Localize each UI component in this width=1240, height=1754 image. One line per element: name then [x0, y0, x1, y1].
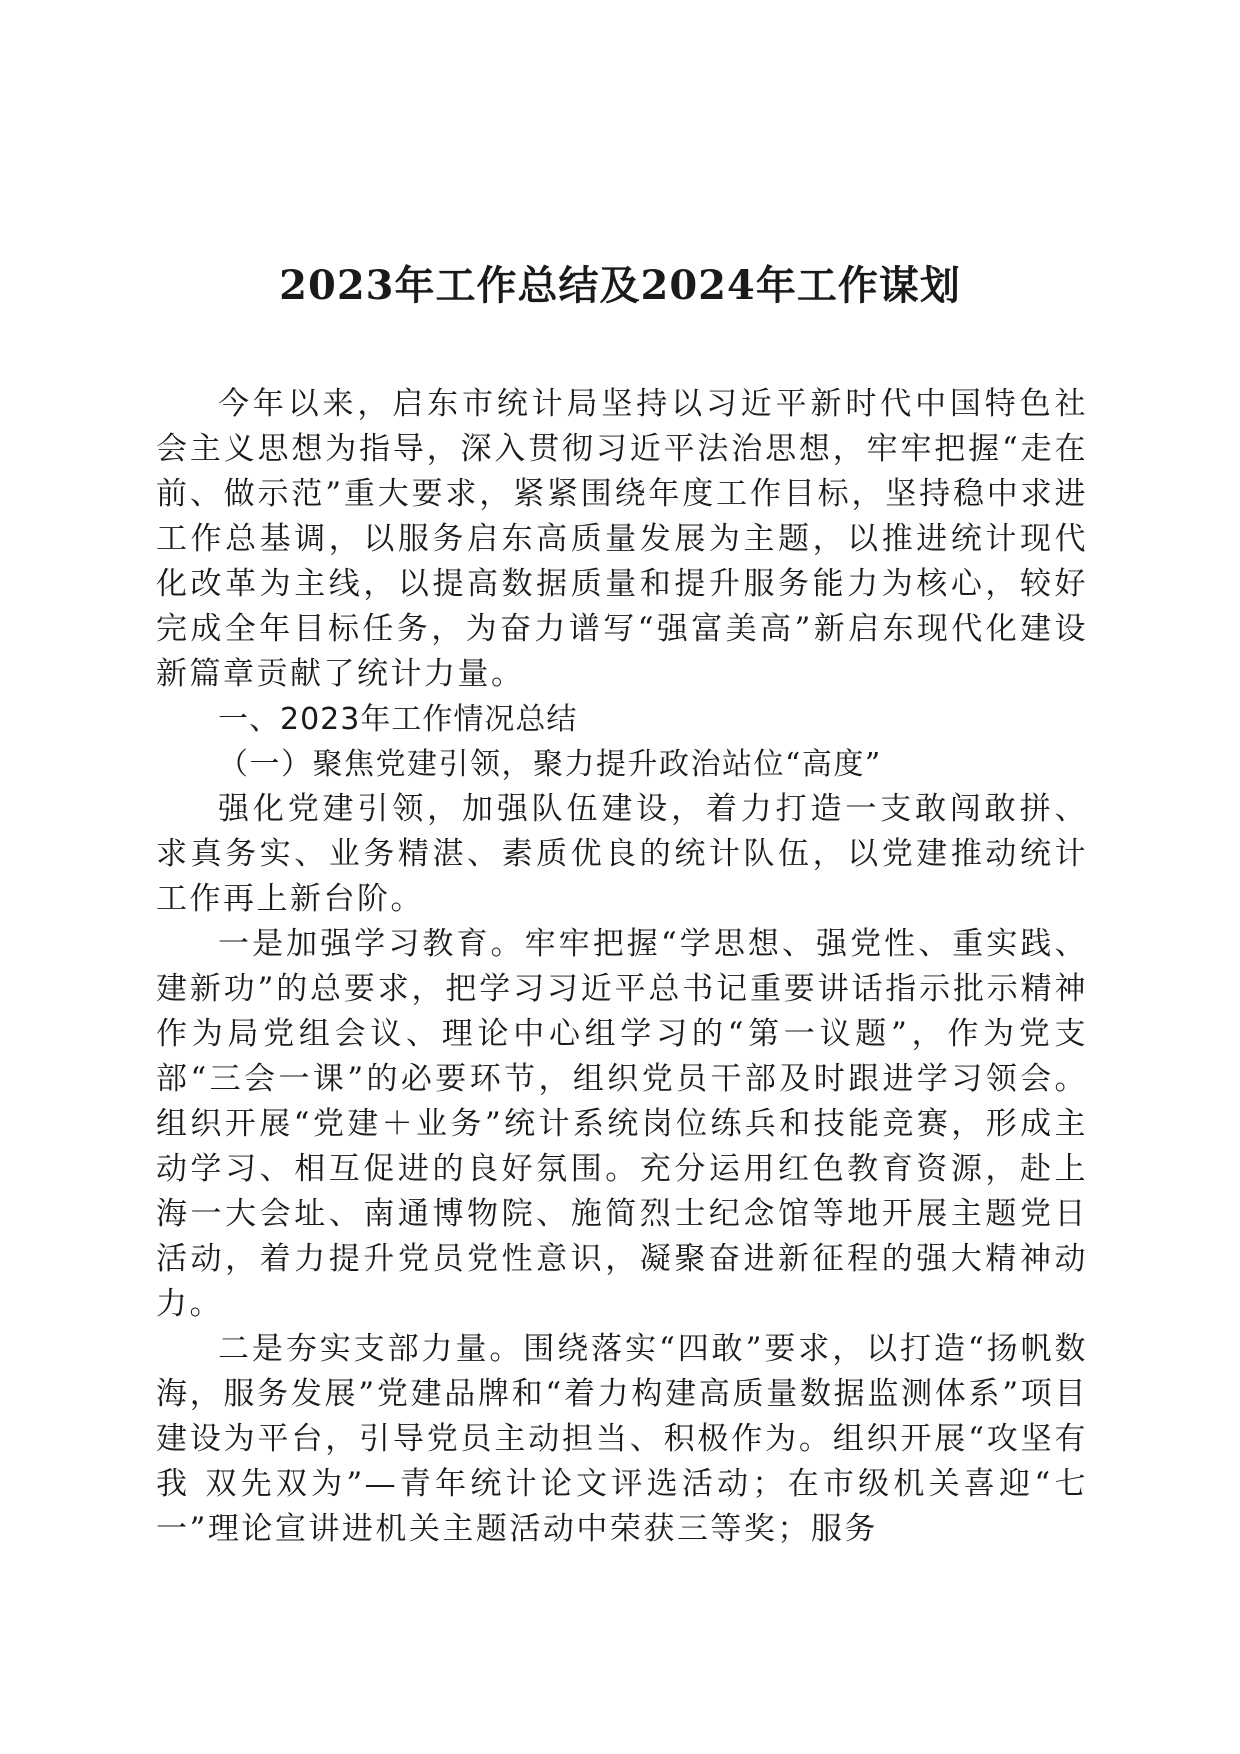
party-building-paragraph: 强化党建引领，加强队伍建设，着力打造一支敢闯敢拼、求真务实、业务精湛、素质优良的统计队伍，以党建推动统计工作再上新台阶。 [156, 791, 1088, 917]
document-body [156, 382, 1088, 1552]
branch-strength-paragraph: 二是夯实支部力量。围绕落实“四敢”要求，以打造“扬帆数海，服务发展”党建品牌和“着力构建高质量数据监测体系”项目建设为平台，引导党员主动担当、积极作为。组织开展“攻坚有我 双先双为”—青年统计论文评选活动；在市级机关喜迎“七一”理论宣讲进机关主题活动中荣获三等奖；服务 [156, 1331, 1088, 1547]
study-education-paragraph: 一是加强学习教育。牢牢把握“学思想、强党性、重实践、建新功”的总要求，把学习习近平总书记重要讲话指示批示精神作为局党组会议、理论中心组学习的“第一议题”，作为党支部“三会一课”的必要环节，组织党员干部及时跟进学习领会。组织开展“党建＋业务”统计系统岗位练兵和技能竞赛，形成主动学习、相互促进的良好氛围。充分运用红色教育资源，赴上海一大会址、南通博物院、施简烈士纪念馆等地开展主题党日活动，着力提升党员党性意识，凝聚奋进新征程的强大精神动力。 [156, 926, 1088, 1322]
intro-paragraph: 今年以来，启东市统计局坚持以习近平新时代中国特色社会主义思想为指导，深入贯彻习近平法治思想，牢牢把握“走在前、做示范”重大要求，紧紧围绕年度工作目标，坚持稳中求进工作总基调，以服务启东高质量发展为主题，以推进统计现代化改革为主线，以提高数据质量和提升服务能力为核心，较好完成全年目标任务，为奋力谱写“强富美高”新启东现代化建设新篇章贡献了统计力量。 [156, 386, 1088, 692]
section-heading-1: 一、2023年工作情况总结 [218, 702, 578, 737]
subsection-heading-1: （一）聚焦党建引领，聚力提升政治站位“高度” [218, 747, 882, 782]
document-title: 2023年工作总结及2024年工作谋划 [279, 262, 961, 309]
